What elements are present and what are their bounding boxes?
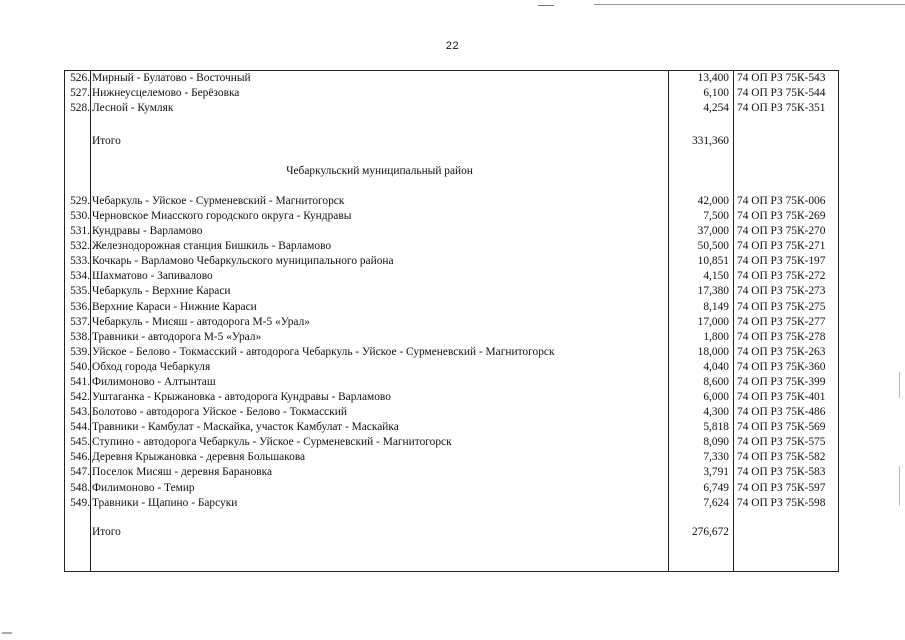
road-name: Болотово - автодорога Уйское - Белово - Токмасский <box>92 406 347 419</box>
road-length: 42,000 <box>697 195 729 207</box>
table-row <box>65 375 840 390</box>
road-code: 74 ОП РЗ 75К-269 <box>737 210 826 223</box>
road-length: 37,000 <box>697 225 729 238</box>
road-code: 74 ОП РЗ 75К-360 <box>737 360 826 373</box>
road-name: Филимоново - Алтынташ <box>92 375 216 388</box>
row-number: 532. <box>70 240 90 253</box>
row-number: 526. <box>70 72 90 84</box>
row-number: 540. <box>70 360 90 373</box>
road-code: 74 ОП РЗ 75К-544 <box>737 86 826 99</box>
table-row <box>65 101 840 116</box>
road-length: 8,090 <box>703 436 729 449</box>
table-row <box>65 330 840 345</box>
row-number: 548. <box>70 481 90 494</box>
road-length: 6,749 <box>703 481 729 494</box>
road-length: 4,254 <box>703 101 729 114</box>
section-title: Чебаркульский муниципальный район <box>286 165 473 177</box>
row-number: 535. <box>70 285 90 298</box>
table-row <box>65 194 840 209</box>
scan-mark-right-a <box>899 372 900 398</box>
road-code: 74 ОП РЗ 75К-583 <box>737 466 826 479</box>
road-code: 74 ОП РЗ 75К-582 <box>737 451 826 464</box>
table-row <box>65 450 840 465</box>
road-name: Травники - Щапино - Барсуки <box>92 496 238 509</box>
table-row <box>65 86 840 101</box>
road-name: Чебаркуль - Мисяш - автодорога М-5 «Урал» <box>92 315 310 328</box>
road-code: 74 ОП РЗ 75К-006 <box>737 195 826 207</box>
row-number: 528. <box>70 101 90 114</box>
scan-mark-right-b <box>899 466 900 506</box>
scan-mark-top-right <box>594 4 905 5</box>
total-label: Итого <box>92 526 121 538</box>
road-name: Филимоново - Темир <box>92 481 195 494</box>
row-number: 542. <box>70 391 90 404</box>
road-length: 10,851 <box>697 255 729 268</box>
road-length: 6,100 <box>703 86 729 99</box>
row-number: 546. <box>70 451 90 464</box>
row-number: 539. <box>70 345 90 358</box>
table-row <box>65 420 840 435</box>
road-name: Деревня Крыжановка - деревня Большакова <box>92 451 306 464</box>
table-row <box>65 239 840 254</box>
table-row <box>65 284 840 299</box>
road-name: Уштаганка - Крыжановка - автодорога Кундравы - Варламово <box>92 391 391 404</box>
road-code: 74 ОП РЗ 75К-272 <box>737 270 826 283</box>
road-name: Лесной - Кумляк <box>92 101 174 114</box>
road-code: 74 ОП РЗ 75К-569 <box>737 421 826 434</box>
row-number: 549. <box>70 496 90 509</box>
road-length: 3,791 <box>703 466 729 479</box>
road-name: Шахматово - Запивалово <box>92 270 213 283</box>
road-length: 8,600 <box>703 375 729 388</box>
table-row <box>65 315 840 330</box>
road-length: 50,500 <box>697 240 729 253</box>
page-number: 22 <box>445 40 460 52</box>
road-length: 6,000 <box>703 391 729 404</box>
road-name: Обход города Чебаркуля <box>92 360 211 373</box>
road-name: Травники - автодорога М-5 «Урал» <box>92 330 262 343</box>
table-row <box>65 224 840 239</box>
road-length: 13,400 <box>697 72 729 84</box>
road-length: 5,818 <box>703 421 729 434</box>
table-row <box>65 465 840 480</box>
section-heading-row <box>65 164 840 179</box>
road-name: Травники - Камбулат - Маскайка, участок Камбулат - Маскайка <box>92 421 399 434</box>
road-name: Мирный - Булатово - Восточный <box>92 72 251 84</box>
row-number: 536. <box>70 300 90 313</box>
road-length: 17,380 <box>697 285 729 298</box>
road-length: 17,000 <box>697 315 729 328</box>
scan-mark-top <box>538 5 554 6</box>
table-row <box>65 390 840 405</box>
road-code: 74 ОП РЗ 75К-401 <box>737 391 826 404</box>
road-name: Черновское Миасского городского округа - Кундравы <box>92 210 352 223</box>
table-row <box>65 360 840 375</box>
row-number: 531. <box>70 225 90 238</box>
total-label: Итого <box>92 135 121 147</box>
road-code: 74 ОП РЗ 75К-263 <box>737 345 826 358</box>
road-code: 74 ОП РЗ 75К-597 <box>737 481 826 494</box>
road-name: Поселок Мисяш - деревня Барановка <box>92 466 273 479</box>
row-number: 527. <box>70 86 90 99</box>
road-length: 7,500 <box>703 210 729 223</box>
road-code: 74 ОП РЗ 75К-277 <box>737 315 826 328</box>
total-value: 331,360 <box>691 135 729 147</box>
row-number: 545. <box>70 436 90 449</box>
row-number: 543. <box>70 406 90 419</box>
row-number: 530. <box>70 210 90 223</box>
road-code: 74 ОП РЗ 75К-486 <box>737 406 826 419</box>
total-row <box>65 134 840 149</box>
row-number: 533. <box>70 255 90 268</box>
road-length: 4,040 <box>703 360 729 373</box>
total-row <box>65 525 840 540</box>
road-code: 74 ОП РЗ 75К-351 <box>737 101 826 114</box>
table-row <box>65 481 840 496</box>
roads-table <box>64 70 839 572</box>
road-code: 74 ОП РЗ 75К-543 <box>737 72 826 84</box>
road-name: Кундравы - Варламово <box>92 225 203 238</box>
table-row <box>65 435 840 450</box>
row-number: 529. <box>70 195 90 207</box>
table-row <box>65 405 840 420</box>
road-length: 4,300 <box>703 406 729 419</box>
road-length: 4,150 <box>703 270 729 283</box>
row-number: 544. <box>70 421 90 434</box>
table-row <box>65 496 840 511</box>
road-name: Железнодорожная станция Бишкиль - Варламово <box>92 240 332 253</box>
table-row <box>65 269 840 284</box>
road-code: 74 ОП РЗ 75К-278 <box>737 330 826 343</box>
road-name: Уйское - Белово - Токмасский - автодорога Чебаркуль - Уйское - Сурменевский - Магнитогорск <box>92 345 555 358</box>
road-name: Ступино - автодорога Чебаркуль - Уйское - Сурменевский - Магнитогорск <box>92 436 452 449</box>
row-number: 534. <box>70 270 90 283</box>
road-length: 7,624 <box>703 496 729 509</box>
table-row <box>65 71 840 86</box>
road-code: 74 ОП РЗ 75К-275 <box>737 300 826 313</box>
row-number: 538. <box>70 330 90 343</box>
road-name: Кочкарь - Варламово Чебаркульского муниципального района <box>92 255 394 268</box>
road-length: 8,149 <box>703 300 729 313</box>
road-code: 74 ОП РЗ 75К-271 <box>737 240 826 253</box>
road-name: Нижнеусцелемово - Берёзовка <box>92 86 240 99</box>
road-code: 74 ОП РЗ 75К-399 <box>737 375 826 388</box>
road-code: 74 ОП РЗ 75К-270 <box>737 225 826 238</box>
table-row <box>65 209 840 224</box>
road-length: 18,000 <box>697 345 729 358</box>
road-code: 74 ОП РЗ 75К-273 <box>737 285 826 298</box>
table-row <box>65 345 840 360</box>
row-number: 541. <box>70 375 90 388</box>
road-length: 7,330 <box>703 451 729 464</box>
total-value: 276,672 <box>691 526 729 538</box>
table-row <box>65 300 840 315</box>
road-code: 74 ОП РЗ 75К-575 <box>737 436 826 449</box>
row-number: 547. <box>70 466 90 479</box>
road-name: Чебаркуль - Верхние Караси <box>92 285 231 298</box>
table-row <box>65 254 840 269</box>
road-code: 74 ОП РЗ 75К-598 <box>737 496 826 509</box>
road-length: 1,800 <box>703 330 729 343</box>
road-code: 74 ОП РЗ 75К-197 <box>737 255 826 268</box>
road-name: Верхние Караси - Нижние Караси <box>92 300 257 313</box>
scan-mark-bottom-left <box>2 632 12 634</box>
row-number: 537. <box>70 315 90 328</box>
road-name: Чебаркуль - Уйское - Сурменевский - Магнитогорск <box>92 195 345 207</box>
